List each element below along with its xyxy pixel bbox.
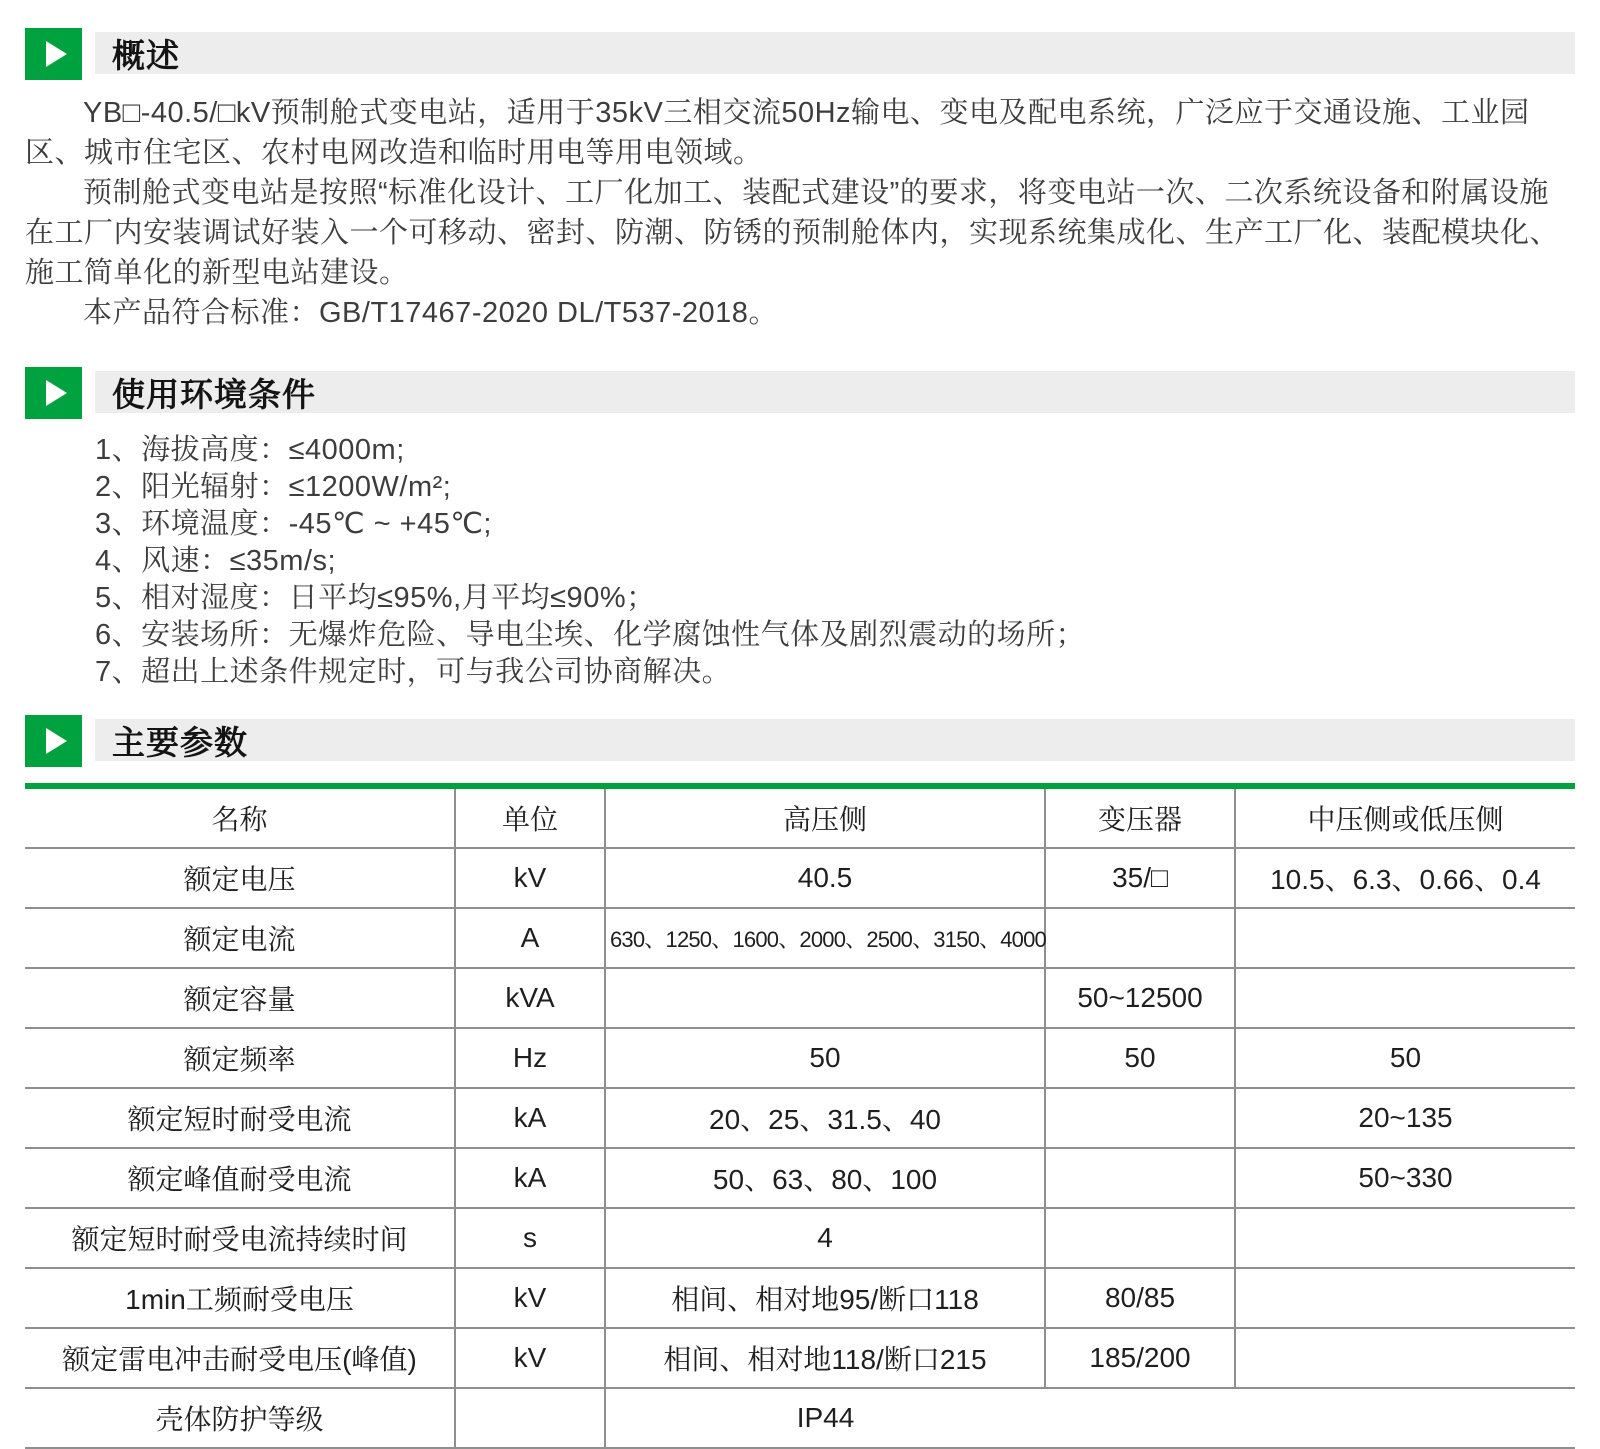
table-cell: 额定电流 [25,908,455,968]
table-row [25,1088,1575,1148]
table-header-row [25,786,1575,848]
table-cell: 50、63、80、100 [605,1148,1045,1208]
table-cell: 相间、相对地95/断口118 [605,1268,1045,1328]
table-cell: 80/85 [1045,1268,1235,1328]
table-header-cell: 中压侧或低压侧 [1235,786,1575,848]
overview-paragraph: 预制舱式变电站是按照“标准化设计、工厂化加工、装配式建设”的要求，将变电站一次、二次系统设备和附属设施在工厂内安装调试好装入一个可移动、密封、防潮、防锈的预制舱体内，实现系统集成化、生产工厂化、装配模块化、施工简单化的新型电站建设。 [25,177,1560,289]
section-marker [25,367,82,419]
table-cell: A [455,908,605,968]
section-title: 概述 [112,36,180,74]
table-cell: 额定频率 [25,1028,455,1088]
table-cell [1235,1388,1575,1448]
table-cell: 额定容量 [25,968,455,1028]
table-cell [1235,908,1575,968]
play-icon [46,728,67,754]
table-row [25,1208,1575,1268]
table-cell [1045,1148,1235,1208]
section-marker [25,715,82,767]
table-row [25,1148,1575,1208]
table-row [25,1028,1575,1088]
table-cell: kA [455,1088,605,1148]
table-cell: 额定短时耐受电流 [25,1088,455,1148]
table-header-cell: 变压器 [1045,786,1235,848]
section-title: 主要参数 [112,723,248,761]
environment-item: 2、阳光辐射：≤1200W/m²; [95,471,452,503]
table-row [25,1388,1575,1448]
table-cell: 40.5 [605,848,1045,908]
environment-item: 7、超出上述条件规定时，可与我公司协商解决。 [95,656,732,688]
section-title: 使用环境条件 [112,375,316,413]
table-cell: 185/200 [1045,1328,1235,1388]
table-cell [1235,1268,1575,1328]
environment-item: 3、环境温度：-45℃ ~ +45℃; [95,508,492,540]
section-marker [25,28,82,80]
table-row [25,1328,1575,1388]
table-cell: 630、1250、1600、2000、2500、3150、4000 [605,908,1045,968]
table-row [25,848,1575,908]
table-cell: 35/□ [1045,848,1235,908]
table-cell: 4 [605,1208,1045,1268]
table-cell: kV [455,1268,605,1328]
table-cell: kA [455,1148,605,1208]
table-cell: IP44 [605,1388,1045,1448]
section-title-bar [95,719,1575,761]
section-header-parameters [25,715,1575,767]
table-cell: 20~135 [1235,1088,1575,1148]
section-title-bar [95,371,1575,413]
table-cell: 50 [1235,1028,1575,1088]
table-header-cell: 单位 [455,786,605,848]
params-table-body [25,848,1575,1448]
table-cell: 壳体防护等级 [25,1388,455,1448]
table-cell: 10.5、6.3、0.66、0.4 [1235,848,1575,908]
table-cell: s [455,1208,605,1268]
table-cell: 50 [1045,1028,1235,1088]
table-row [25,908,1575,968]
environment-item: 4、风速：≤35m/s; [95,545,337,577]
table-row [25,968,1575,1028]
table-cell [1235,968,1575,1028]
table-cell: kV [455,1328,605,1388]
table-cell: 20、25、31.5、40 [605,1088,1045,1148]
table-cell: 额定电压 [25,848,455,908]
section-header-environment [25,367,1575,419]
table-cell: 50~330 [1235,1148,1575,1208]
table-cell: kVA [455,968,605,1028]
environment-item: 5、相对湿度：日平均≤95%,月平均≤90%； [95,582,656,614]
environment-list [25,419,1575,691]
section-header-overview [25,28,1575,80]
table-header-cell: 名称 [25,786,455,848]
table-cell [455,1388,605,1448]
table-cell [1045,1088,1235,1148]
overview-paragraph: 本产品符合标准：GB/T17467-2020 DL/T537-2018。 [83,297,778,329]
table-cell [1235,1328,1575,1388]
environment-item: 6、安装场所：无爆炸危险、导电尘埃、化学腐蚀性气体及剧烈震动的场所； [95,619,1086,651]
table-cell: 50 [605,1028,1045,1088]
parameters-table [25,783,1575,1449]
table-cell: Hz [455,1028,605,1088]
table-cell [605,968,1045,1028]
table-cell: 50~12500 [1045,968,1235,1028]
section-title-bar [95,32,1575,74]
table-cell: 1min工频耐受电压 [25,1268,455,1328]
table-header-cell: 高压侧 [605,786,1045,848]
table-cell [1235,1208,1575,1268]
overview-paragraph: YB□-40.5/□kV预制舱式变电站，适用于35kV三相交流50Hz输电、变电及配电系统，广泛应于交通设施、工业园区、城市住宅区、农村电网改造和临时用电等用电领域。 [25,97,1530,169]
table-cell [1045,1388,1235,1448]
play-icon [46,380,67,406]
table-cell: 相间、相对地118/断口215 [605,1328,1045,1388]
play-icon [46,41,67,67]
table-cell [1045,1208,1235,1268]
table-cell: 额定短时耐受电流持续时间 [25,1208,455,1268]
overview-body [25,80,1575,333]
table-cell: 额定峰值耐受电流 [25,1148,455,1208]
table-cell [1045,908,1235,968]
table-cell: kV [455,848,605,908]
table-cell: 额定雷电冲击耐受电压(峰值) [25,1328,455,1388]
environment-item: 1、海拔高度：≤4000m; [95,434,405,466]
table-row [25,1268,1575,1328]
